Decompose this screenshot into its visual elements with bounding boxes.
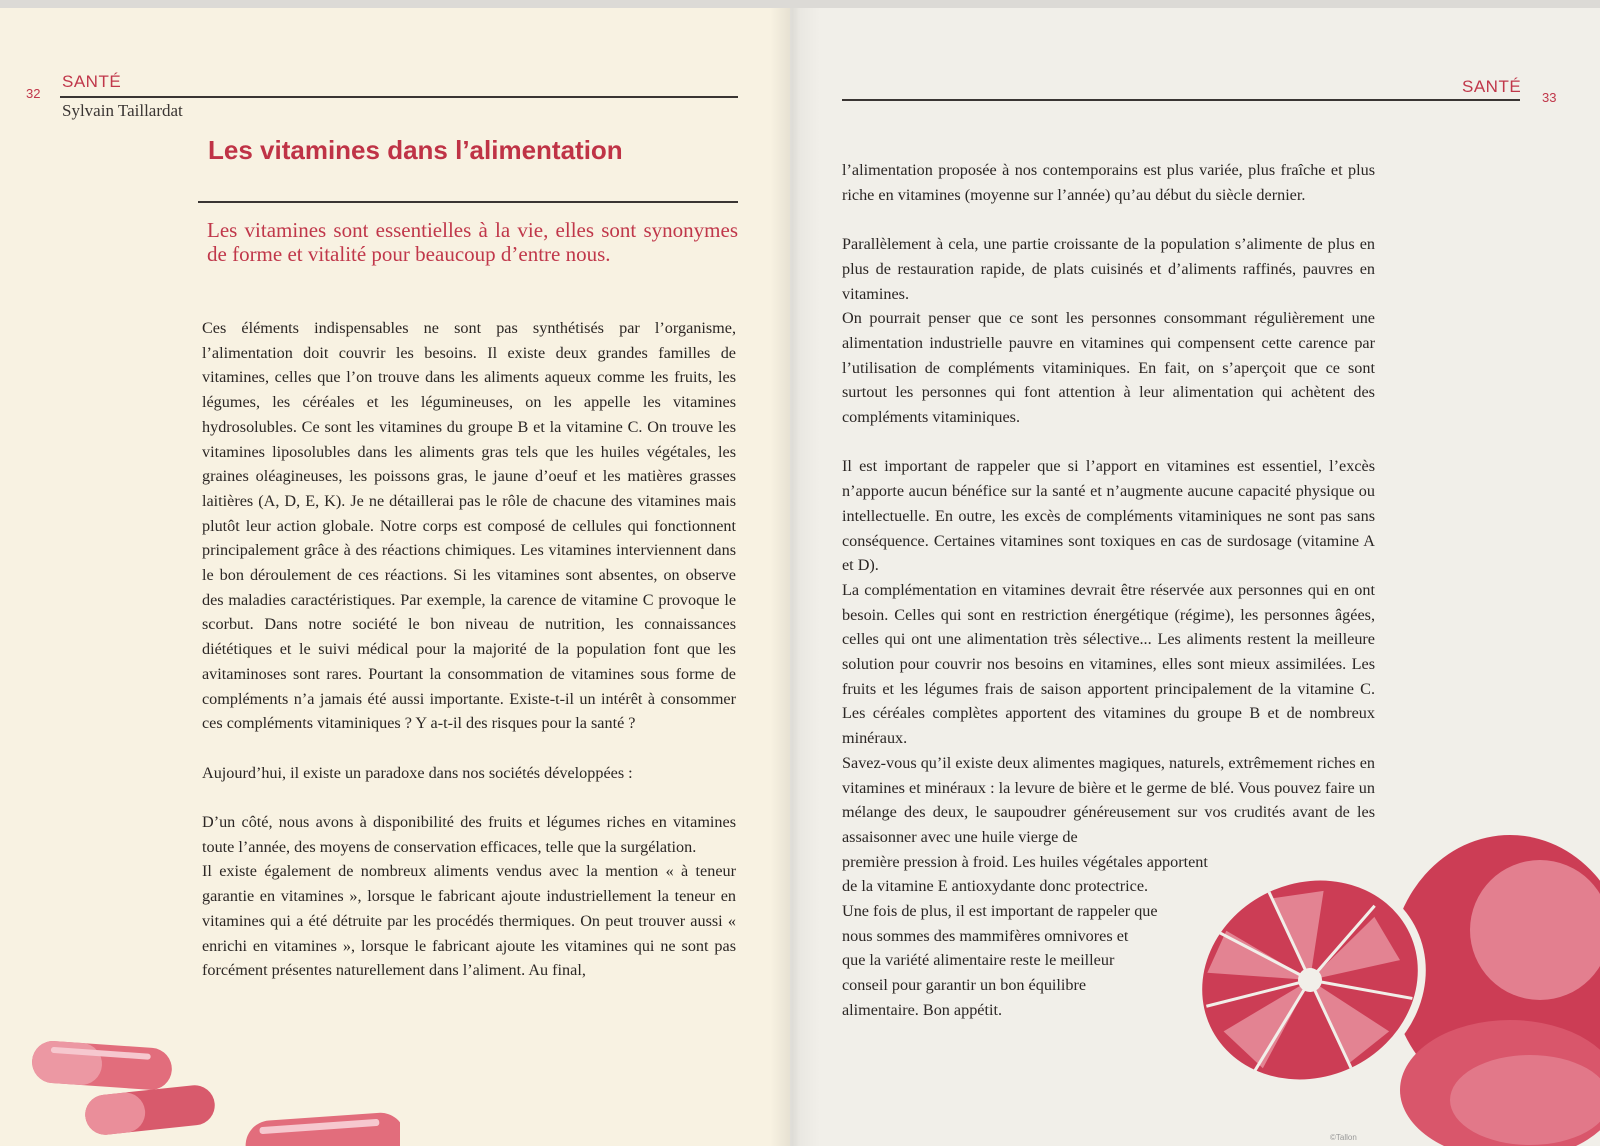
author: Sylvain Taillardat <box>62 101 183 120</box>
section-label-right: SANTÉ <box>1462 77 1522 96</box>
page-number-left: 32 <box>26 86 41 101</box>
article-title: Les vitamines dans l’alimentation <box>208 135 623 165</box>
section-label-left: SANTÉ <box>62 72 122 91</box>
pill-icon <box>83 1083 216 1136</box>
header-rule-left <box>60 96 738 98</box>
paragraph: On pourrait penser que ce sont les personnes consommant régulièrement une alimentation industrielle pauvre en vitamines qui compensent cette carence par l’utilisation de compléments vitaminiques. En fait, on s’aperçoit que ce sont surtout les personnes qui font attention à leur alimentation qui achètent des compléments vitaminiques. <box>842 309 1375 427</box>
text-line: de la vitamine E antioxydante donc protectrice. <box>842 877 1149 896</box>
text-line: première pression à froid. Les huiles végétales apportent <box>842 852 1208 871</box>
lead-paragraph: Les vitamines sont essentielles à la vie, elles sont synonymes de forme et vitalité pour beaucoup d’entre nous. <box>207 218 738 266</box>
text-line: alimentaire. Bon appétit. <box>842 1000 1003 1019</box>
paragraph: D’un côté, nous avons à disponibilité des fruits et légumes riches en vitamines toute l’année, des moyens de conservation efficaces, telle que la surgélation. <box>202 813 736 856</box>
scan-edge <box>0 0 1600 8</box>
text-line: Une fois de plus, il est important de rappeler que <box>842 902 1158 921</box>
pills-illustration <box>20 1035 400 1146</box>
paragraph: Il existe également de nombreux aliments vendus avec la mention « à teneur garantie en vitamines », lorsque le fabricant ajoute industriellement la teneur en vitamines qui a été détruite par les procédés thermiques. On peut trouver aussi « enrichi en vitamines », lorsque le fabricant ajoute les vitamines qui ne sont pas forcément présentes naturellement dans l’aliment. Au final, <box>202 862 736 980</box>
title-rule <box>198 201 738 203</box>
paragraph: La complémentation en vitamines devrait être réservée aux personnes qui en ont besoin. Celles qui sont en restriction énergétique (régime), les personnes âgées, celles qui ont une alimentation très sélective... Les aliments restent la meilleure solution pour couvrir nos besoins en vitamines, elles sont mieux assimilées. Les fruits et les légumes frais de saison apportent principalement de la vitamine C. Les céréales complètes apportent des vitamines du groupe B et de nombreux minéraux. <box>842 580 1375 748</box>
paragraph: Ces éléments indispensables ne sont pas synthétisés par l’organisme, l’alimentation doit couvrir les besoins. Il existe deux grandes familles de vitamines, celles que l’on trouve dans les aliments aqueux comme les fruits, les légumes, les céréales et les légumineuses, on les appelle les vitamines hydrosolubles. Ce sont les vitamines du groupe B et la vitamine C. On trouve les vitamines liposolubles dans les aliments gras tels que les huiles végétales, les graines oléagineuses, les poissons gras, le jaune d’oeuf et les matières grasses laitières (A, D, E, K). Je ne détaillerai pas le rôle de chacune des vitamines mais plutôt leur action globale. Notre corps est composé de cellules qui fonctionnent principalement grâce à des réactions chimiques. Les vitamines interviennent dans le bon déroulement de ces réactions. Si les vitamines sont absentes, on observe des maladies caractéristiques. Par exemple, la carence de vitamine C provoque le scorbut. Dans notre société le bon niveau de nutrition, les connaissances diététiques et le suivi médical pour la majorité de la population font que les avitaminoses sont rares. Pourtant la consommation de vitamines sous forme de compléments n’a jamais été aussi importante. Existe-t-il un intérêt à consommer ces compléments vitaminiques ? Y a-t-il des risques pour la santé ? <box>202 319 736 733</box>
paragraph: Savez-vous qu’il existe deux alimentes magiques, naturels, extrêmement riches en vitamines et minéraux : la levure de bière et le germe de blé. Vous pouvez faire un mélange des deux, le saupoudrer généreusement sur vos crudités avant de les assaisonner avec une huile vierge de <box>842 753 1375 846</box>
paragraph: Il est important de rappeler que si l’apport en vitamines est essentiel, l’excès n’apporte aucun bénéfice sur la santé et n’augmente aucune capacité physique ou intellectuelle. En outre, les excès de compléments vitaminiques ne sont pas sans conséquence. Certaines vitamines sont toxiques en cas de surdosage (vitamine A et D). <box>842 457 1375 575</box>
paragraph: Aujourd’hui, il existe un paradoxe dans nos sociétés développées : <box>202 763 633 782</box>
book-gutter <box>770 0 820 1146</box>
header-rule-right <box>842 99 1520 101</box>
paragraph: Parallèlement à cela, une partie croissante de la population s’alimente de plus en plus de restauration rapide, de plats cuisinés et d’aliments raffinés, pauvres en vitamines. <box>842 235 1375 303</box>
pill-icon <box>244 1111 400 1146</box>
left-body <box>202 316 736 983</box>
grapefruit-illustration <box>1160 820 1600 1146</box>
text-line: nous sommes des mammifères omnivores et <box>842 926 1129 945</box>
page-number-right: 33 <box>1542 90 1557 105</box>
pill-icon <box>31 1040 174 1092</box>
text-line: conseil pour garantir un bon équilibre <box>842 976 1087 995</box>
paragraph: l’alimentation proposée à nos contemporains est plus variée, plus fraîche et plus riche en vitamines (moyenne sur l’année) qu’au début du siècle dernier. <box>842 161 1375 204</box>
text-line: que la variété alimentaire reste le meilleur <box>842 951 1115 970</box>
image-credit: ©Tallon <box>1330 1133 1357 1142</box>
